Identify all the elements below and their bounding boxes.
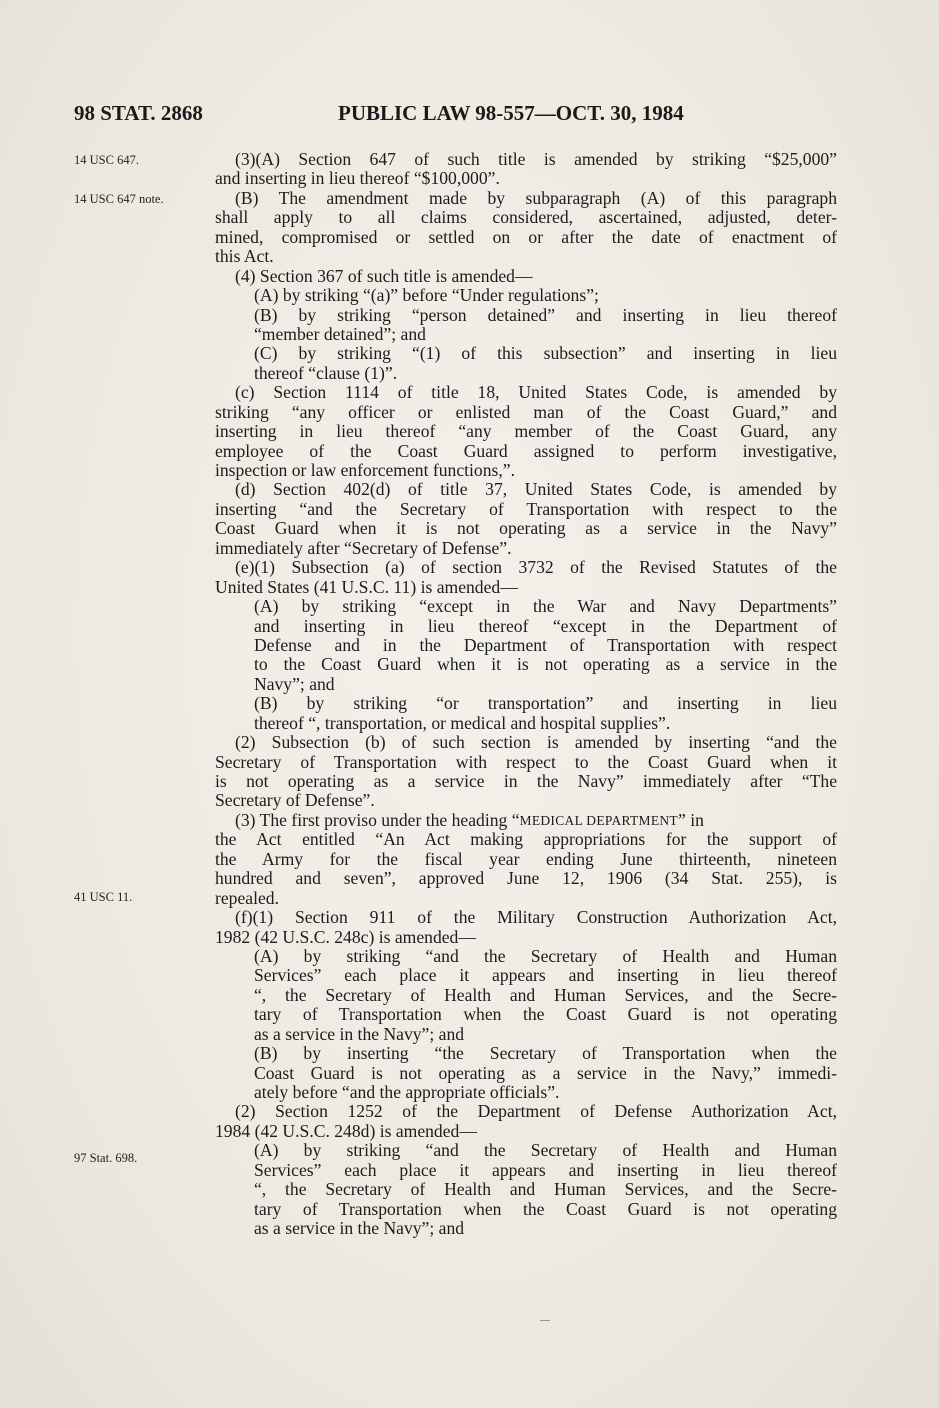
text-line: “, the Secretary of Health and Human Services, and the Secre- (254, 984, 837, 1005)
text-line: “member detained”; and (254, 323, 426, 344)
page-footer-mark (540, 1320, 550, 1321)
text-line: 1982 (42 U.S.C. 248c) is amended— (215, 926, 476, 947)
text-line: mined, compromised or settled on or after the date of enactment of (215, 226, 837, 247)
page-title: PUBLIC LAW 98-557—OCT. 30, 1984 (338, 101, 684, 125)
text-line: this Act. (215, 246, 274, 267)
text-line: (f)(1) Section 911 of the Military Construction Authorization Act, (235, 907, 837, 928)
text-line: (2) Subsection (b) of such section is amended by inserting “and the (235, 732, 837, 753)
text-line: and inserting in lieu thereof “except in the Department of (254, 615, 837, 636)
text-line: employee of the Coast Guard assigned to perform investigative, (215, 440, 837, 461)
text-line: (3)(A) Section 647 of such title is amended by striking “$25,000” (235, 149, 837, 169)
text-line: and inserting in lieu thereof “$100,000”. (215, 168, 500, 189)
text-line: (B) The amendment made by subparagraph (A) of this paragraph (235, 187, 837, 208)
text-line: striking “any officer or enlisted man of the Coast Guard,” and (215, 401, 837, 422)
text-line: Secretary of Defense”. (215, 790, 375, 811)
small-caps-heading: MEDICAL DEPARTMENT (519, 812, 678, 828)
text-line: (4) Section 367 of such title is amended— (235, 265, 533, 286)
text-line: (2) Section 1252 of the Department of Defense Authorization Act, (235, 1101, 837, 1122)
text-line: inserting “and the Secretary of Transportation with respect to the (215, 498, 837, 519)
text-line: as a service in the Navy”; and (254, 1023, 465, 1044)
text-line: Secretary of Transportation with respect to the Coast Guard when it (215, 751, 837, 772)
text-line: the Army for the fiscal year ending June thirteenth, nineteen (215, 848, 837, 869)
text-line-with-small-caps: (3) The first proviso under the heading “ MEDICAL DEPARTMENT ” in (235, 809, 704, 830)
text-line: (c) Section 1114 of title 18, United States Code, is amended by (235, 382, 837, 403)
text-line: Services” each place it appears and inserting in lieu thereof (254, 965, 837, 986)
text-line: Defense and in the Department of Transportation with respect (254, 634, 837, 655)
margin-note-41-usc-11: 41 USC 11. (74, 890, 133, 904)
text-line: (e)(1) Subsection (a) of section 3732 of the Revised Statutes of the (235, 557, 837, 578)
text-line: Coast Guard is not operating as a service in the Navy,” immedi- (254, 1062, 837, 1083)
text-line: (B) by striking “person detained” and inserting in lieu thereof (254, 304, 837, 325)
text-line: tary of Transportation when the Coast Guard is not operating (254, 1004, 837, 1025)
text-line: inspection or law enforcement functions,”. (215, 460, 515, 480)
text-line: the Act entitled “An Act making appropriations for the support of (215, 829, 837, 850)
text-line: hundred and seven”, approved June 12, 1906 (34 Stat. 255), is (215, 868, 837, 889)
text-line: shall apply to all claims considered, ascertained, adjusted, deter- (215, 207, 837, 228)
page-header (0, 101, 939, 131)
text-line: is not operating as a service in the Navy” immediately after “The (215, 771, 837, 791)
text-line: United States (41 U.S.C. 11) is amended— (215, 576, 518, 597)
text-line: (A) by striking “and the Secretary of Health and Human (254, 1140, 837, 1161)
margin-note-97-stat-698: 97 Stat. 698. (74, 1151, 138, 1165)
text-line: inserting in lieu thereof “any member of the Coast Guard, any (215, 421, 837, 442)
text-line: Coast Guard when it is not operating as a service in the Navy” (215, 518, 837, 539)
text-line: as a service in the Navy”; and (254, 1218, 465, 1239)
text-line: (A) by striking “except in the War and Navy Departments” (254, 596, 837, 617)
text-line: immediately after “Secretary of Defense”. (215, 537, 512, 558)
text-line: repealed. (215, 887, 279, 908)
margin-note-14-usc-647-note: 14 USC 647 note. (74, 192, 164, 206)
text-line: thereof “clause (1)”. (254, 362, 398, 383)
text-line: (A) by striking “(a)” before “Under regulations”; (254, 285, 599, 306)
text-line: (A) by striking “and the Secretary of Health and Human (254, 945, 837, 966)
text-line: (d) Section 402(d) of title 37, United States Code, is amended by (235, 479, 837, 500)
margin-note-14-usc-647: 14 USC 647. (74, 153, 139, 167)
text-line: Services” each place it appears and inserting in lieu thereof (254, 1159, 837, 1180)
text-line: 1984 (42 U.S.C. 248d) is amended— (215, 1120, 477, 1141)
text-line: (B) by inserting “the Secretary of Transportation when the (254, 1043, 837, 1064)
text-line: (C) by striking “(1) of this subsection” and inserting in lieu (254, 343, 837, 364)
statute-page-reference: 98 STAT. 2868 (74, 101, 203, 125)
text-line: (B) by striking “or transportation” and inserting in lieu (254, 693, 837, 714)
text-line: “, the Secretary of Health and Human Services, and the Secre- (254, 1179, 837, 1200)
statute-body-text (215, 150, 837, 1239)
text-line: ately before “and the appropriate officials”. (254, 1082, 560, 1102)
text-line: Navy”; and (254, 673, 335, 694)
text-line: tary of Transportation when the Coast Guard is not operating (254, 1198, 837, 1219)
text-line: thereof “, transportation, or medical and hospital supplies”. (254, 712, 671, 733)
text-line: to the Coast Guard when it is not operating as a service in the (254, 654, 837, 675)
